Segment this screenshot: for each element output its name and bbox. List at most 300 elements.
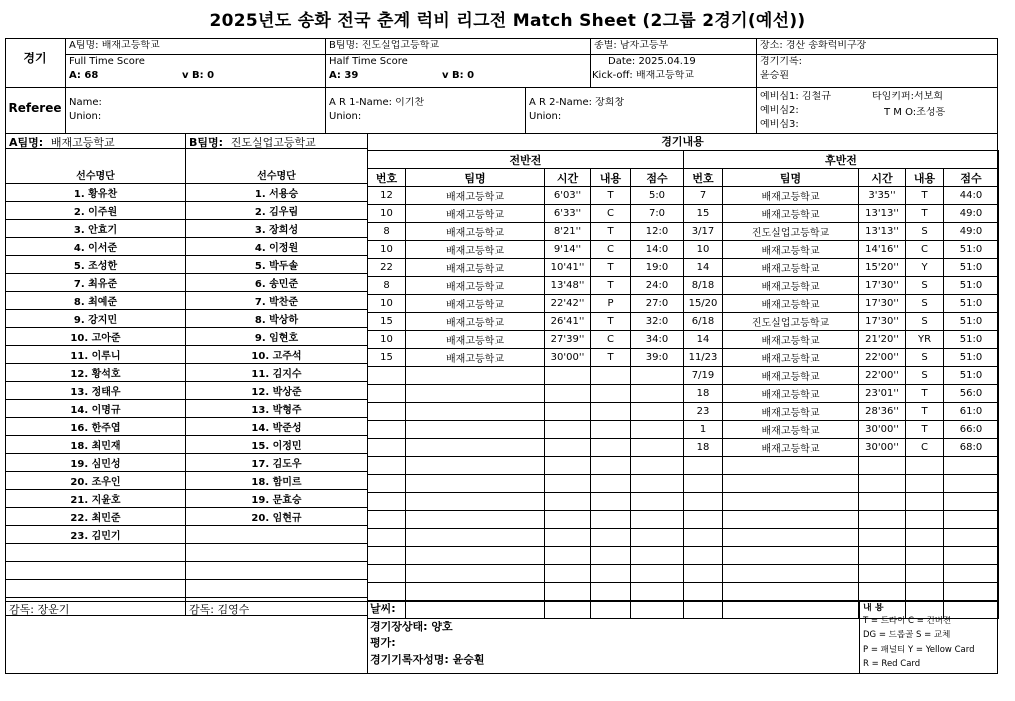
full-time-b: v B: 0 [182,70,215,81]
empty-cell [684,583,723,601]
empty-cell [545,493,591,511]
player-name: 11. 이루니 [6,346,186,364]
empty-cell [368,493,406,511]
event-row [368,295,684,313]
match-date: Date: 2025.04.19 [608,56,696,67]
event-type: T [591,259,631,277]
legend-line-3: P = 패널티 Y = Yellow Card [863,645,975,655]
event-row [684,313,999,331]
event-row [684,259,999,277]
event-score: 51:0 [944,241,999,259]
event-number: 15 [368,313,406,331]
event-row [684,349,999,367]
event-time: 13'13'' [859,223,906,241]
event-type: C [591,205,631,223]
empty-cell [591,403,631,421]
event-score: 51:0 [944,277,999,295]
event-type: S [906,223,944,241]
event-team: 진도실업고등학교 [723,223,859,241]
event-row [368,367,684,385]
empty-cell [406,547,545,565]
event-type: T [591,187,631,205]
event-score: 5:0 [631,187,684,205]
roster-row [186,202,368,220]
roster-row [186,490,368,508]
player-name: 3. 안효기 [6,220,186,238]
coach-b: 감독: 김영수 [189,604,250,616]
empty-cell [368,547,406,565]
page-title: 2025년도 송화 전국 춘계 럭비 리그전 Match Sheet (2그룹 2경기(예선)) [209,11,806,31]
empty-cell [906,583,944,601]
roster-row [186,418,368,436]
empty-cell [591,457,631,475]
roster-row [186,580,368,598]
empty-cell [545,367,591,385]
empty-cell [6,562,186,580]
empty-cell [944,493,999,511]
event-time: 6'03'' [545,187,591,205]
event-score: 56:0 [944,385,999,403]
empty-cell [631,367,684,385]
event-type: S [906,367,944,385]
empty-cell [545,583,591,601]
empty-cell [723,565,859,583]
empty-cell [368,439,406,457]
event-time: 17'30'' [859,313,906,331]
roster-row [6,310,186,328]
player-name: 18. 최민재 [6,436,186,454]
b-team-label: B팀명: 진도실업고등학교 [189,137,316,149]
event-score: 51:0 [944,349,999,367]
ar2-union: Union: [529,111,562,122]
legend-line-2: DG = 드롭골 S = 교체 [863,630,951,640]
event-team: 배재고등학교 [723,421,859,439]
empty-cell [368,385,406,403]
event-type: T [906,187,944,205]
roster-row [6,436,186,454]
event-type: Y [906,259,944,277]
player-name: 19. 문효승 [186,490,368,508]
empty-cell [545,439,591,457]
empty-cell [406,583,545,601]
event-row [684,385,999,403]
player-name: 2. 김우림 [186,202,368,220]
player-name: 4. 이서준 [6,238,186,256]
event-row [368,385,684,403]
event-time: 9'14'' [545,241,591,259]
event-number: 3/17 [684,223,723,241]
roster-row [6,508,186,526]
roster-row [186,238,368,256]
event-score: 44:0 [944,187,999,205]
coach-a: 감독: 장운기 [9,604,70,616]
roster-row [186,364,368,382]
event-row [684,565,999,583]
event-number: 15 [368,349,406,367]
event-time: 22'00'' [859,367,906,385]
a-team-label: A팀명: 배재고등학교 [9,137,115,149]
event-score: 68:0 [944,439,999,457]
empty-cell [6,580,186,598]
empty-cell [631,385,684,403]
event-number: 12 [368,187,406,205]
player-name: 18. 함미르 [186,472,368,490]
empty-cell [406,493,545,511]
reserve-referee-3: 예비심3: [760,119,799,130]
empty-cell [545,565,591,583]
event-number: 15/20 [684,295,723,313]
roster-row [186,436,368,454]
event-time: 30'00'' [545,349,591,367]
event-score: 51:0 [944,259,999,277]
roster-row [6,202,186,220]
player-name: 14. 이명규 [6,400,186,418]
event-team: 배재고등학교 [406,277,545,295]
event-time: 3'35'' [859,187,906,205]
empty-cell [368,403,406,421]
roster-row [186,274,368,292]
event-time: 10'41'' [545,259,591,277]
event-row [684,367,999,385]
empty-cell [186,526,368,544]
roster-row [6,382,186,400]
half-time-label: Half Time Score [329,56,408,67]
event-team: 배재고등학교 [406,349,545,367]
empty-cell [944,547,999,565]
half-time-a: A: 39 [329,70,359,81]
event-time: 30'00'' [859,421,906,439]
empty-cell [684,547,723,565]
column-header: 번호 [684,169,723,187]
empty-cell [591,601,631,619]
empty-cell [186,580,368,598]
roster-row [6,580,186,598]
empty-cell [684,475,723,493]
timekeeper: 타임키퍼:서보희 [872,91,943,102]
event-score: 49:0 [944,205,999,223]
empty-cell [631,475,684,493]
column-header: 시간 [545,169,591,187]
player-name: 1. 서용승 [186,184,368,202]
reserve-referee-2: 예비심2: [760,105,799,116]
roster-row [6,274,186,292]
event-row [684,601,999,619]
reserve-referee-1: 예비심1: 김철규 [760,91,831,102]
legend-title: 내 용 [863,603,884,613]
event-type: S [906,277,944,295]
event-number: 10 [368,295,406,313]
event-type: T [906,403,944,421]
empty-cell [684,529,723,547]
event-team: 배재고등학교 [406,313,545,331]
match-label: 경기 [23,52,47,64]
event-row [684,421,999,439]
empty-cell [631,457,684,475]
roster-row [186,292,368,310]
empty-cell [859,547,906,565]
event-score: 12:0 [631,223,684,241]
event-number: 18 [684,385,723,403]
event-team: 배재고등학교 [406,223,545,241]
event-row [368,205,684,223]
event-team: 배재고등학교 [723,205,859,223]
empty-cell [684,493,723,511]
event-row [684,205,999,223]
empty-cell [859,565,906,583]
roster-row [6,418,186,436]
roster-row [186,184,368,202]
event-team: 배재고등학교 [723,403,859,421]
empty-cell [406,367,545,385]
event-number: 23 [684,403,723,421]
empty-cell [545,529,591,547]
event-row [684,439,999,457]
event-time: 22'42'' [545,295,591,313]
column-header: 번호 [368,169,406,187]
player-name: 12. 황석호 [6,364,186,382]
event-type: C [591,331,631,349]
player-name: 9. 강지민 [6,310,186,328]
empty-cell [906,457,944,475]
empty-cell [631,493,684,511]
event-type: T [591,349,631,367]
ar1-union: Union: [329,111,362,122]
event-time: 21'20'' [859,331,906,349]
event-team: 배재고등학교 [406,187,545,205]
empty-cell [406,421,545,439]
event-score: 7:0 [631,205,684,223]
event-score: 24:0 [631,277,684,295]
empty-cell [545,547,591,565]
roster-row [186,256,368,274]
empty-cell [406,475,545,493]
event-type: T [591,313,631,331]
empty-cell [368,565,406,583]
empty-cell [723,493,859,511]
event-score: 14:0 [631,241,684,259]
event-row [368,565,684,583]
event-row [368,277,684,295]
full-time-a: A: 68 [69,70,99,81]
empty-cell [723,475,859,493]
empty-cell [368,583,406,601]
empty-cell [906,529,944,547]
empty-cell [944,565,999,583]
ar1-name: A R 1-Name: 이기찬 [329,97,425,108]
event-team: 배재고등학교 [723,241,859,259]
event-type: T [906,385,944,403]
event-time: 6'33'' [545,205,591,223]
roster-row [186,472,368,490]
roster-row [186,562,368,580]
venue: 장소: 경산 송화럭비구장 [760,40,867,51]
empty-cell [591,439,631,457]
a-team-name: A팀명: 배재고등학교 [69,40,160,51]
player-name: 10. 고주석 [186,346,368,364]
event-type: C [591,241,631,259]
roster-row [186,382,368,400]
event-row [368,331,684,349]
roster-b [185,166,368,616]
empty-cell [545,511,591,529]
legend-line-1: T = 트라이 C = 컨버젼 [863,616,952,626]
event-score: 34:0 [631,331,684,349]
empty-cell [591,565,631,583]
player-name: 6. 송민준 [186,274,368,292]
player-name: 16. 한주엽 [6,418,186,436]
event-team: 배재고등학교 [723,385,859,403]
player-name: 10. 고아준 [6,328,186,346]
empty-cell [186,544,368,562]
event-type: S [906,349,944,367]
evaluation: 평가: [370,637,396,649]
roster-row [186,454,368,472]
player-name: 9. 임현호 [186,328,368,346]
event-team: 배재고등학교 [723,187,859,205]
empty-cell [368,421,406,439]
ground-condition: 경기장상태: 양호 [370,621,453,633]
event-row [684,547,999,565]
event-type: T [906,421,944,439]
roster-row [186,544,368,562]
empty-cell [591,385,631,403]
event-time: 28'36'' [859,403,906,421]
event-row [684,493,999,511]
roster-row [6,544,186,562]
event-score: 66:0 [944,421,999,439]
event-row [368,349,684,367]
player-name: 13. 정태우 [6,382,186,400]
player-name: 20. 조우인 [6,472,186,490]
empty-cell [406,601,545,619]
empty-cell [944,529,999,547]
roster-row [6,490,186,508]
event-number: 8 [368,223,406,241]
event-team: 배재고등학교 [723,349,859,367]
empty-cell [368,475,406,493]
event-row [368,493,684,511]
empty-cell [186,562,368,580]
empty-cell [631,511,684,529]
roster-row [6,364,186,382]
legend-line-4: R = Red Card [863,659,921,669]
empty-cell [906,547,944,565]
event-score: 51:0 [944,331,999,349]
player-name: 8. 최예준 [6,292,186,310]
player-name: 3. 장희성 [186,220,368,238]
player-name: 20. 임현규 [186,508,368,526]
empty-cell [6,544,186,562]
player-name: 15. 이정민 [186,436,368,454]
event-number: 10 [368,205,406,223]
event-time: 13'48'' [545,277,591,295]
event-time: 17'30'' [859,295,906,313]
empty-cell [723,547,859,565]
weather: 날씨: [370,603,396,615]
player-name: 7. 최유준 [6,274,186,292]
empty-cell [545,475,591,493]
empty-cell [545,421,591,439]
column-header: 점수 [944,169,999,187]
empty-cell [859,457,906,475]
player-name: 14. 박준성 [186,418,368,436]
empty-cell [591,475,631,493]
empty-cell [406,511,545,529]
empty-cell [906,475,944,493]
roster-row [186,310,368,328]
event-row [368,421,684,439]
event-number: 10 [368,331,406,349]
event-row [368,475,684,493]
event-team: 배재고등학교 [723,295,859,313]
roster-row [186,346,368,364]
player-name: 11. 김지수 [186,364,368,382]
event-type: T [906,205,944,223]
event-time: 22'00'' [859,349,906,367]
roster-a [5,166,186,616]
event-number: 6/18 [684,313,723,331]
event-type: YR [906,331,944,349]
roster-row [186,328,368,346]
event-score: 32:0 [631,313,684,331]
event-score: 51:0 [944,313,999,331]
empty-cell [723,457,859,475]
empty-cell [368,457,406,475]
event-number: 10 [368,241,406,259]
event-row [368,259,684,277]
event-time: 30'00'' [859,439,906,457]
match-content-title: 경기내용 [661,136,704,148]
roster-a-header: 선수명단 [6,166,186,184]
event-score: 39:0 [631,349,684,367]
empty-cell [406,529,545,547]
player-name: 21. 지윤호 [6,490,186,508]
roster-row [6,328,186,346]
empty-cell [545,403,591,421]
event-row [368,241,684,259]
full-time-label: Full Time Score [69,56,145,67]
column-header: 내용 [591,169,631,187]
recorder-name: 윤승훤 [760,70,789,81]
event-score: 19:0 [631,259,684,277]
empty-cell [944,583,999,601]
roster-row [6,472,186,490]
empty-cell [723,601,859,619]
empty-cell [368,367,406,385]
event-score: 51:0 [944,295,999,313]
roster-row [186,526,368,544]
category: 종별: 남자고등부 [594,40,669,51]
empty-cell [591,421,631,439]
event-row [368,547,684,565]
event-time: 8'21'' [545,223,591,241]
event-team: 배재고등학교 [723,259,859,277]
event-row [368,403,684,421]
event-team: 배재고등학교 [406,331,545,349]
player-name: 7. 박찬준 [186,292,368,310]
empty-cell [631,529,684,547]
player-name: 4. 이정원 [186,238,368,256]
event-row [684,223,999,241]
roster-row [6,400,186,418]
empty-cell [859,583,906,601]
event-number: 14 [684,259,723,277]
roster-row [6,238,186,256]
empty-cell [591,367,631,385]
referee-union: Union: [69,111,102,122]
empty-cell [406,385,545,403]
roster-row [6,454,186,472]
